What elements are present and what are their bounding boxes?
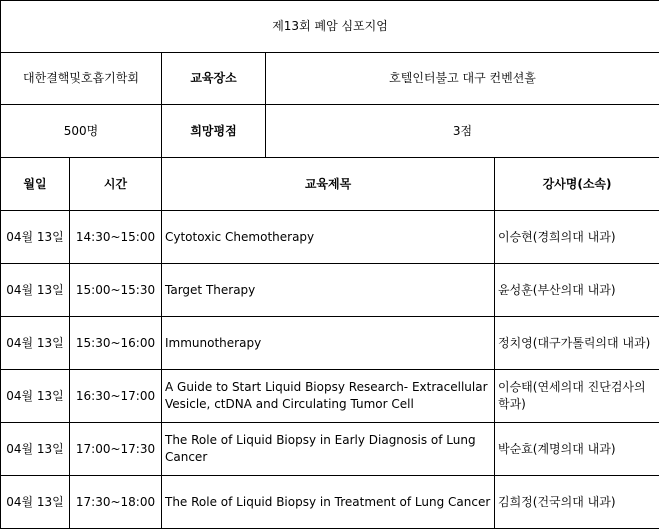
session-time: 15:30~16:00 (70, 317, 162, 370)
header-row (1, 158, 659, 211)
session-topic: The Role of Liquid Biopsy in Treatment of Lung Cancer (162, 476, 495, 529)
session-lecturer: 박순효(계명의대 내과) (495, 423, 659, 476)
title-row (1, 1, 659, 53)
header-lecturer: 강사명(소속) (495, 158, 659, 211)
session-lecturer: 윤성훈(부산의대 내과) (495, 264, 659, 317)
session-topic: Cytotoxic Chemotherapy (162, 211, 495, 264)
session-topic: The Role of Liquid Biopsy in Early Diagnosis of Lung Cancer (162, 423, 495, 476)
session-date: 04월 13일 (1, 370, 70, 423)
header-topic: 교육제목 (162, 158, 495, 211)
session-time: 14:30~15:00 (70, 211, 162, 264)
session-date: 04월 13일 (1, 264, 70, 317)
session-date: 04월 13일 (1, 423, 70, 476)
session-time: 15:00~15:30 (70, 264, 162, 317)
venue-value: 호텔인터불고 대구 컨벤션홀 (266, 53, 659, 105)
symposium-title: 제13회 폐암 심포지엄 (1, 1, 659, 53)
table-row (1, 264, 659, 317)
session-time: 17:00~17:30 (70, 423, 162, 476)
credits-value: 3점 (266, 105, 659, 158)
credits-label: 희망평점 (162, 105, 266, 158)
table-row (1, 317, 659, 370)
session-date: 04월 13일 (1, 476, 70, 529)
table-row (1, 476, 659, 529)
table-row (1, 370, 659, 423)
session-lecturer: 김희정(건국의대 내과) (495, 476, 659, 529)
session-time: 17:30~18:00 (70, 476, 162, 529)
venue-label: 교육장소 (162, 53, 266, 105)
session-lecturer: 이승현(경희의대 내과) (495, 211, 659, 264)
capacity-cell: 500명 (1, 105, 162, 158)
session-date: 04월 13일 (1, 317, 70, 370)
header-date: 월일 (1, 158, 70, 211)
session-topic: A Guide to Start Liquid Biopsy Research- Extracellular Vesicle, ctDNA and Circulating Tumor Cell (162, 370, 495, 423)
session-topic: Target Therapy (162, 264, 495, 317)
organizer-cell: 대한결핵및호흡기학회 (1, 53, 162, 105)
session-lecturer: 정치영(대구가톨릭의대 내과) (495, 317, 659, 370)
session-date: 04월 13일 (1, 211, 70, 264)
header-time: 시간 (70, 158, 162, 211)
table-row (1, 423, 659, 476)
session-lecturer: 이승태(연세의대 진단검사의학과) (495, 370, 659, 423)
session-topic: Immunotherapy (162, 317, 495, 370)
session-time: 16:30~17:00 (70, 370, 162, 423)
info-row-credits (1, 105, 659, 158)
info-row-venue (1, 53, 659, 105)
table-row (1, 211, 659, 264)
